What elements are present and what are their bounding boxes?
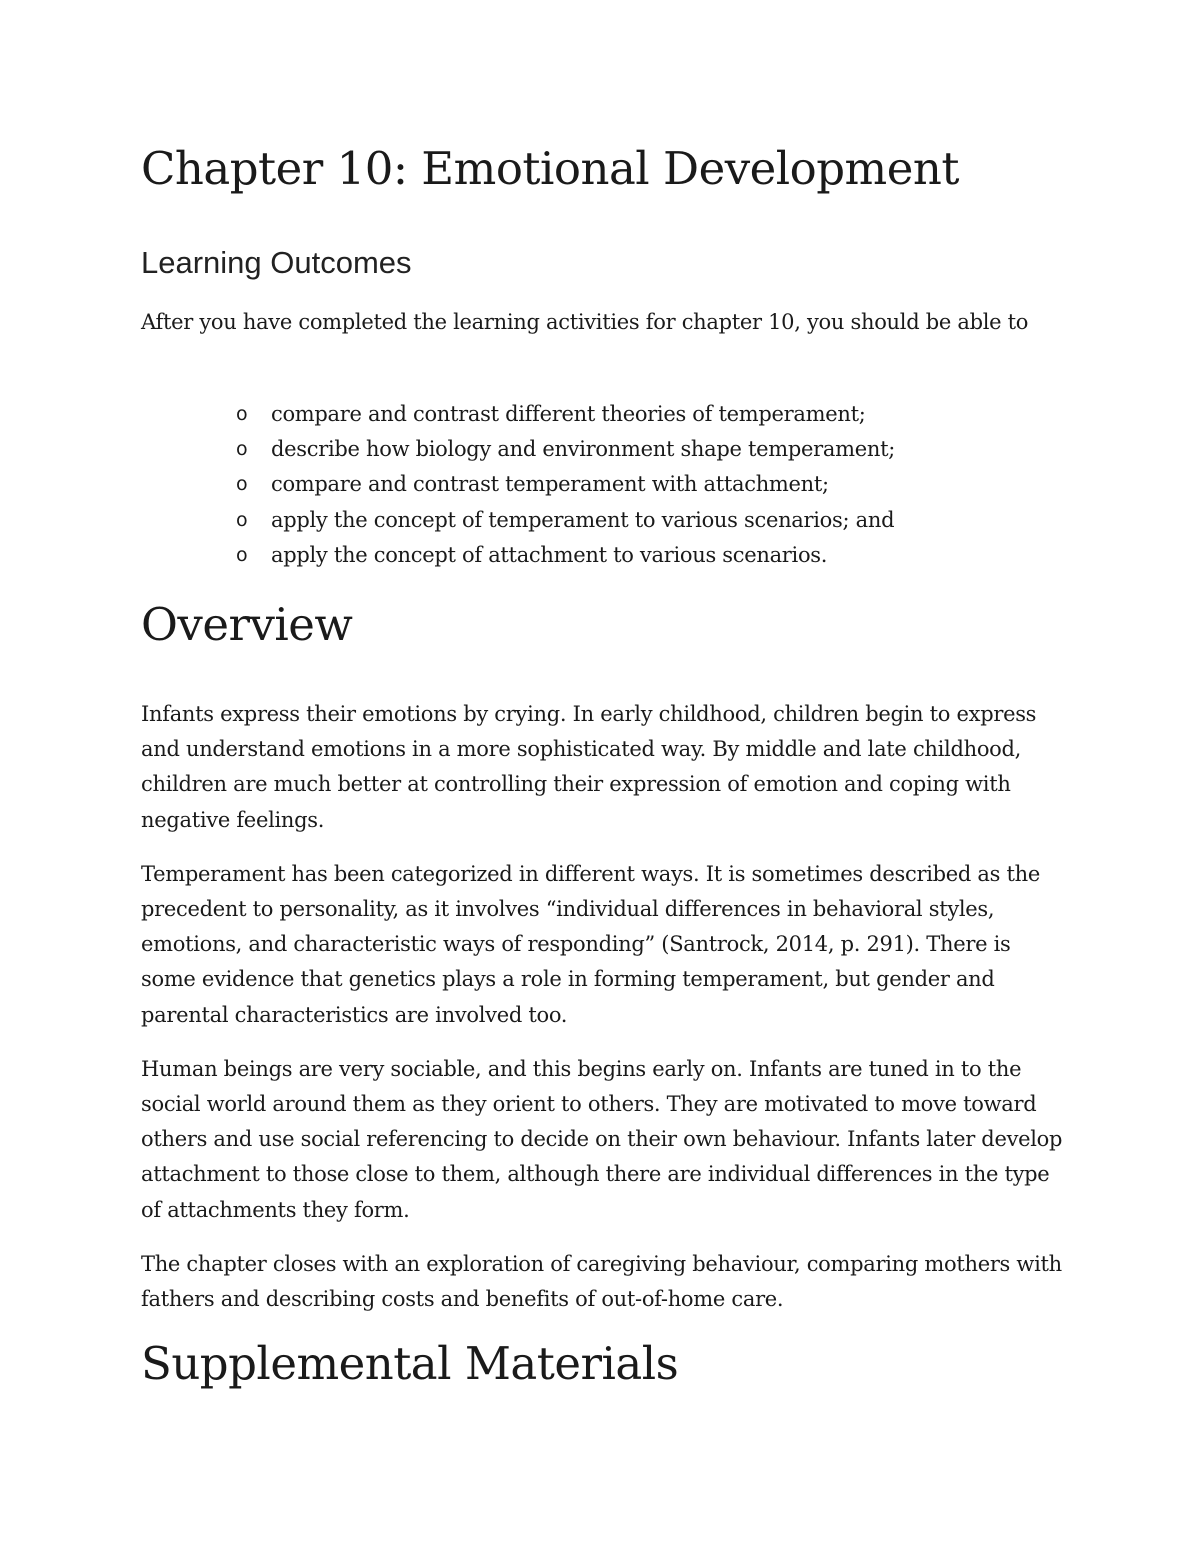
- outcome-text: compare and contrast temperament with attachment;: [271, 472, 829, 497]
- hollow-bullet-icon: o: [236, 508, 248, 531]
- supplemental-materials-heading: Supplemental Materials: [141, 1337, 679, 1390]
- hollow-bullet-icon: o: [236, 438, 248, 461]
- list-item: [141, 432, 895, 467]
- list-item: [141, 397, 895, 432]
- list-item: [141, 467, 895, 502]
- outcome-text: describe how biology and environment shape temperament;: [271, 437, 896, 462]
- outcome-text: apply the concept of attachment to various scenarios.: [271, 542, 828, 567]
- learning-outcomes-intro: After you have completed the learning activities for chapter 10, you should be able to: [141, 310, 1029, 334]
- overview-body: [141, 697, 1071, 1336]
- overview-paragraph: Temperament has been categorized in different ways. It is sometimes described as the precedent to personality, as it involves “individual differences in behavioral styles, emotions, and characteristic ways of responding” (Santrock, 2014, p. 291). There is some evidence that genetics plays a role in forming temperament, but gender and parental characteristics are involved too.: [141, 861, 1040, 1027]
- hollow-bullet-icon: o: [236, 403, 248, 425]
- list-item: [141, 538, 895, 573]
- chapter-title: Chapter 10: Emotional Development: [141, 142, 959, 195]
- list-item: [141, 503, 895, 538]
- outcome-text: apply the concept of temperament to various scenarios; and: [271, 507, 895, 532]
- hollow-bullet-icon: o: [236, 473, 248, 496]
- learning-outcomes-list: [141, 397, 895, 573]
- overview-paragraph: Infants express their emotions by crying. In early childhood, children begin to express and understand emotions in a more sophisticated way. By middle and late childhood, children are much better at controlling their expression of emotion and coping with negative feelings.: [141, 702, 1037, 832]
- overview-paragraph: The chapter closes with an exploration of caregiving behaviour, comparing mothers with fathers and describing costs and benefits of out-of-home care.: [141, 1251, 1062, 1312]
- learning-outcomes-heading: Learning Outcomes: [141, 245, 412, 280]
- outcome-text: compare and contrast different theories of temperament;: [271, 402, 866, 426]
- hollow-bullet-icon: o: [236, 543, 248, 566]
- overview-paragraph: Human beings are very sociable, and this begins early on. Infants are tuned in to the social world around them as they orient to others. They are motivated to move toward others and use social referencing to decide on their own behaviour. Infants later develop attachment to those close to them, although there are individual differences in the type of attachments they form.: [141, 1056, 1063, 1222]
- overview-heading: Overview: [141, 598, 353, 651]
